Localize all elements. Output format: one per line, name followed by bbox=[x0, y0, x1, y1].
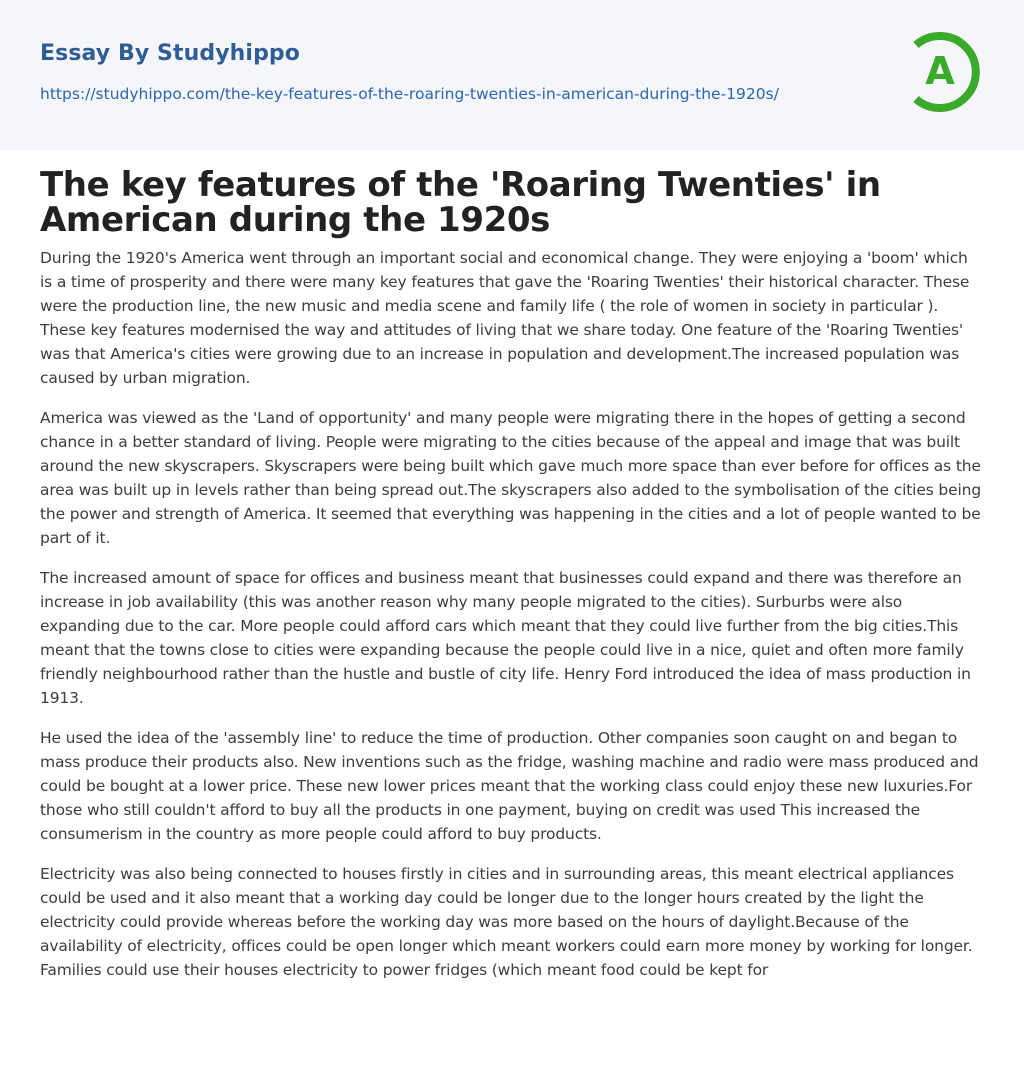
brand-title[interactable]: Essay By Studyhippo bbox=[40, 41, 300, 66]
article-url-link[interactable]: https://studyhippo.com/the-key-features-of-the-roaring-twenties-in-american-during-the-1920s/ bbox=[40, 85, 779, 103]
logo-letter: A bbox=[925, 49, 955, 93]
article-paragraph-1: During the 1920's America went through an important social and economical change. They were enjoying a 'boom' which is a time of prosperity and there were many key features that gave the 'Roaring Twenties' their historical character. These were the production line, the new music and media scene and family life ( the role of women in society in particular ). These key features modernised the way and attitudes of living that we share today. One feature of the 'Roaring Twenties' was that America's cities were growing due to an increase in population and development.The increased population was caused by urban migration. bbox=[40, 249, 970, 387]
article-paragraph-4: He used the idea of the 'assembly line' to reduce the time of production. Other companies soon caught on and began to mass produce their products also. New inventions such as the fridge, washing machine and radio were mass produced and could be bought at a lower price. These new lower prices meant that the working class could enjoy these new luxuries.For those who still couldn't afford to buy all the products in one payment, buying on credit was used This increased the consumerism in the country as more people could afford to buy products. bbox=[40, 729, 979, 843]
studyhippo-logo-icon[interactable] bbox=[908, 27, 990, 117]
article-title: The key features of the 'Roaring Twenties' in American during the 1920s bbox=[40, 165, 881, 240]
article-paragraph-5: Electricity was also being connected to houses firstly in cities and in surrounding areas, this meant electrical appliances could be used and it also meant that a working day could be longer due to the longer hours created by the light the electricity could provide whereas before the working day was more based on the hours of daylight.Because of the availability of electricity, offices could be open longer which meant workers could earn more money by working for longer. Families could use their houses electricity to power fridges (which meant food could be kept for bbox=[40, 865, 973, 979]
site-header bbox=[0, 0, 1024, 150]
article-paragraph-2: America was viewed as the 'Land of opportunity' and many people were migrating there in the hopes of getting a second chance in a better standard of living. People were migrating to the cities because of the appeal and image that was built around the new skyscrapers. Skyscrapers were being built which gave much more space than ever before for offices as the area was built up in levels rather than being spread out.The skyscrapers also added to the symbolisation of the cities being the power and strength of America. It seemed that everything was happening in the cities and a lot of people wanted to be part of it. bbox=[40, 409, 982, 547]
article bbox=[40, 165, 984, 998]
article-paragraph-3: The increased amount of space for offices and business meant that businesses could expand and there was therefore an increase in job availability (this was another reason why many people migrated to the cities). Surburbs were also expanding due to the car. More people could afford cars which meant that they could live further from the big cities.This meant that the towns close to cities were expanding because the people could live in a nice, quiet and often more family friendly neighbourhood rather than the hustle and bustle of city life. Henry Ford introduced the idea of mass production in 1913. bbox=[40, 569, 971, 707]
